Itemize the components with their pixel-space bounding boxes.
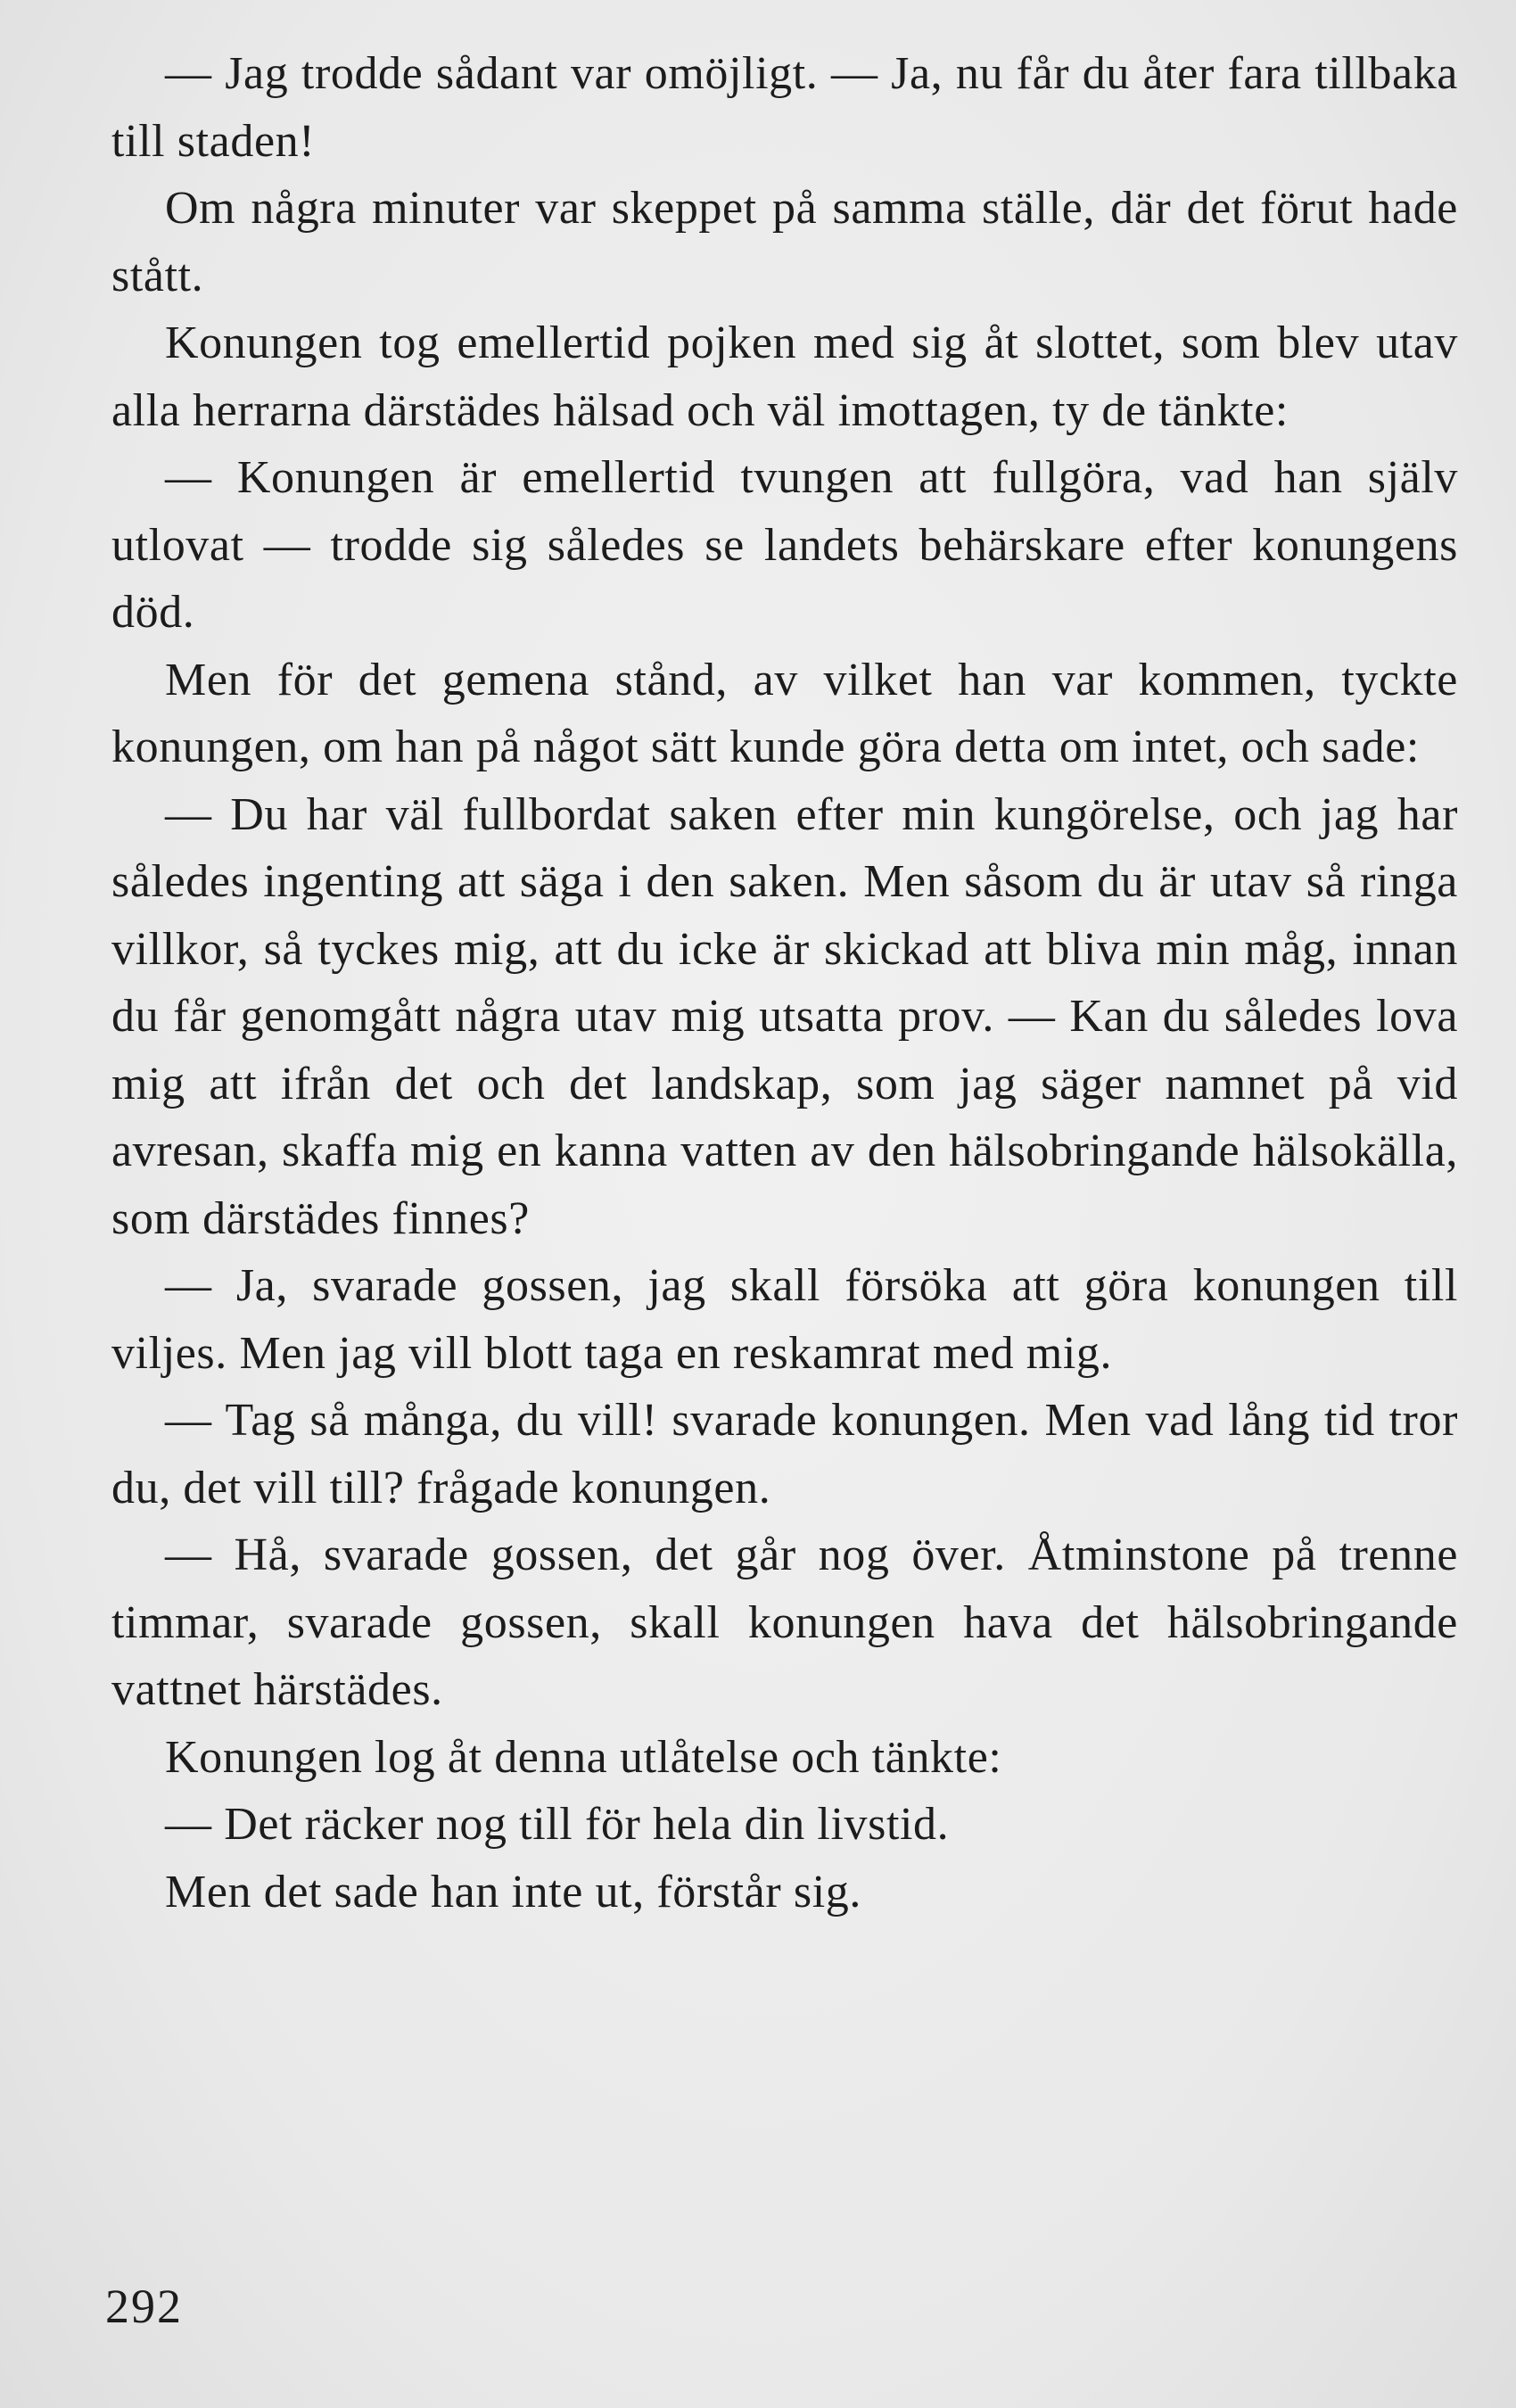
- paragraph: — Tag så många, du vill! svarade konungen. Men vad lång tid tror du, det vill till? frågade konungen.: [111, 1395, 1458, 1513]
- paragraph: — Jag trodde sådant var omöjligt. — Ja, nu får du åter fara tillbaka till staden!: [111, 48, 1458, 167]
- body-text: [111, 40, 1458, 1926]
- paragraph: — Du har väl fullbordat saken efter min kungörelse, och jag har således ingenting att säga i den saken. Men såsom du är utav så ringa villkor, så tyckes mig, att du icke är skickad att bliva min måg, innan du får genomgått några utav mig utsatta prov. — Kan du således lova mig att ifrån det och det landskap, som jag säger namnet på vid avresan, skaffa mig en kanna vatten av den hälsobringande hälsokälla, som därstädes finnes?: [111, 788, 1458, 1244]
- page-number: 292: [105, 2280, 183, 2333]
- paragraph: Men för det gemena stånd, av vilket han var kommen, tyckte konungen, om han på något sätt kunde göra detta om intet, och sade:: [111, 654, 1458, 772]
- paragraph: Konungen log åt denna utlåtelse och tänkte:: [165, 1731, 1002, 1783]
- paragraph: — Konungen är emellertid tvungen att fullgöra, vad han själv utlovat — trodde sig således se landets behärskare efter konungens död.: [111, 452, 1458, 638]
- paragraph: Om några minuter var skeppet på samma ställe, där det förut hade stått.: [111, 183, 1458, 301]
- paragraph: — Hå, svarade gossen, det går nog över. Åtminstone på trenne timmar, svarade gossen, skall konungen hava det hälsobringande vattnet härstädes.: [111, 1530, 1458, 1715]
- paragraph: — Det räcker nog till för hela din livstid.: [165, 1799, 950, 1850]
- paragraph: — Ja, svarade gossen, jag skall försöka att göra konungen till viljes. Men jag vill blott taga en reskamrat med mig.: [111, 1260, 1458, 1379]
- paragraph: Konungen tog emellertid pojken med sig åt slottet, som blev utav alla herrarna därstädes hälsad och väl imottagen, ty de tänkte:: [111, 317, 1458, 436]
- paragraph: Men det sade han inte ut, förstår sig.: [165, 1866, 861, 1917]
